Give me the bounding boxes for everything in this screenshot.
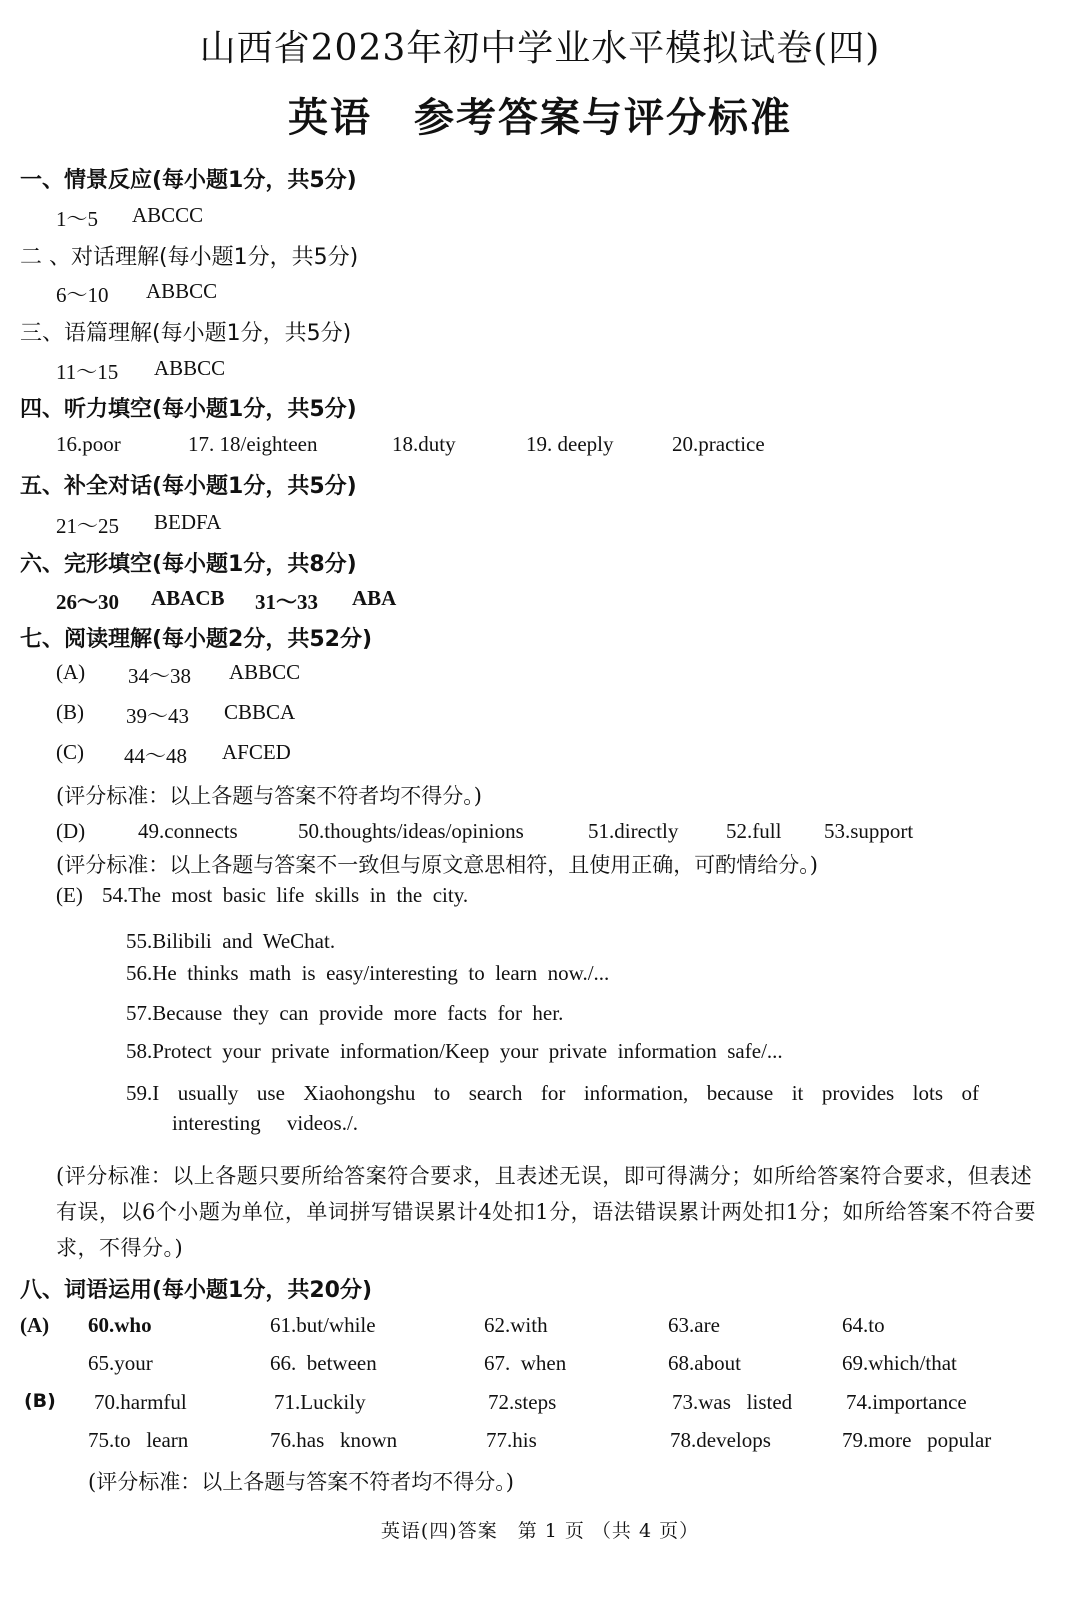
section-3-answers: ABBCC	[154, 356, 226, 380]
reading-b-answers: CBBCA	[224, 700, 296, 724]
section-4-item: 16.poor	[56, 432, 121, 456]
section-6-answers-2: ABA	[352, 586, 397, 610]
section-6-answers-1: ABACB	[151, 586, 225, 610]
reading-d-item: 51.directly	[588, 819, 679, 843]
section-7-heading: 七、阅读理解(每小题2分，共52分)	[20, 627, 373, 652]
section-4-item: 17. 18/eighteen	[188, 432, 318, 456]
reading-e-q59-continued: interesting videos./.	[172, 1111, 359, 1135]
section-2-range: 6～10	[56, 283, 109, 307]
reading-c-range: 44～48	[124, 744, 187, 768]
reading-c-label: (C)	[56, 740, 84, 764]
section-5-range: 21～25	[56, 514, 119, 538]
words-item: 68.about	[668, 1351, 741, 1375]
reading-d-item: 52.full	[726, 819, 782, 843]
reading-e-q57: 57.Because they can provide more facts for her.	[126, 1001, 564, 1025]
section-1-range: 1～5	[56, 207, 98, 231]
reading-e-q54: 54.The most basic life skills in the city.	[102, 883, 469, 907]
reading-b-range: 39～43	[126, 704, 189, 728]
words-note: (评分标准：以上各题与答案不符者均不得分。)	[88, 1470, 514, 1494]
reading-d-item: 53.support	[824, 819, 914, 843]
section-4-item: 19. deeply	[526, 432, 614, 456]
reading-e-q59: 59.I usually use Xiaohongshu to search for information, because it provides lots of	[126, 1081, 980, 1105]
words-b-label: (B)	[24, 1390, 56, 1412]
reading-note-3: (评分标准：以上各题只要所给答案符合要求，且表述无误，即可得满分；如所给答案符合要求，但表述有误，以6个小题为单位，单词拼写错误累计4处扣1分，语法错误累计两处扣1分；如所给答案不符合要求，不得分。)	[56, 1164, 1036, 1260]
page-subtitle: 英语 参考答案与评分标准	[288, 95, 792, 141]
reading-e-q55: 55.Bilibili and WeChat.	[126, 929, 336, 953]
reading-a-answers: ABBCC	[229, 660, 301, 684]
words-item: 79.more popular	[842, 1428, 992, 1452]
words-item: 72.steps	[488, 1390, 557, 1414]
section-2-heading: 二 、对话理解(每小题1分，共5分)	[20, 245, 359, 270]
words-item: 77.his	[486, 1428, 537, 1452]
words-item: 78.develops	[670, 1428, 771, 1452]
section-3-range: 11～15	[56, 360, 119, 384]
words-item: 67. when	[484, 1351, 567, 1375]
words-item: 60.who	[88, 1313, 152, 1337]
section-3-heading: 三、语篇理解(每小题1分，共5分)	[20, 321, 352, 346]
reading-note-2: (评分标准：以上各题与答案不一致但与原文意思相符，且使用正确，可酌情给分。)	[56, 853, 818, 877]
words-item: 71.Luckily	[274, 1390, 366, 1414]
reading-e-q56: 56.He thinks math is easy/interesting to learn now./...	[126, 961, 610, 985]
reading-d-item: 49.connects	[138, 819, 238, 843]
section-5-heading: 五、补全对话(每小题1分，共5分)	[20, 474, 357, 499]
reading-e-q58: 58.Protect your private information/Keep your private information safe/...	[126, 1039, 783, 1063]
reading-c-answers: AFCED	[222, 740, 291, 764]
words-item: 70.harmful	[94, 1390, 187, 1414]
reading-d-label: (D)	[56, 819, 86, 843]
words-item: 63.are	[668, 1313, 720, 1337]
section-6-range-2: 31～33	[255, 590, 318, 614]
section-4-heading: 四、听力填空(每小题1分，共5分)	[20, 397, 357, 422]
section-1-heading: 一、情景反应(每小题1分，共5分)	[20, 168, 357, 193]
words-item: 74.importance	[846, 1390, 967, 1414]
section-6-heading: 六、完形填空(每小题1分，共8分)	[20, 552, 357, 577]
section-1-answers: ABCCC	[132, 203, 204, 227]
reading-note-1: (评分标准：以上各题与答案不符者均不得分。)	[56, 784, 482, 808]
words-item: 62.with	[484, 1313, 548, 1337]
section-2-answers: ABBCC	[146, 279, 218, 303]
section-8-heading: 八、词语运用(每小题1分，共20分)	[20, 1278, 373, 1303]
words-item: 69.which/that	[842, 1351, 957, 1375]
reading-e-label: (E)	[56, 883, 83, 907]
reading-d-item: 50.thoughts/ideas/opinions	[298, 819, 524, 843]
words-item: 61.but/while	[270, 1313, 376, 1337]
section-4-item: 18.duty	[392, 432, 456, 456]
reading-a-label: (A)	[56, 660, 86, 684]
words-item: 64.to	[842, 1313, 885, 1337]
section-4-item: 20.practice	[672, 432, 765, 456]
section-6-range-1: 26～30	[56, 590, 119, 614]
words-item: 75.to learn	[88, 1428, 189, 1452]
section-5-answers: BEDFA	[154, 510, 222, 534]
page-title: 山西省2023年初中学业水平模拟试卷(四)	[199, 28, 881, 69]
words-item: 66. between	[270, 1351, 377, 1375]
words-item: 76.has known	[270, 1428, 398, 1452]
page-footer: 英语(四)答案 第 1 页 （共 4 页）	[380, 1520, 700, 1542]
words-item: 73.was listed	[672, 1390, 793, 1414]
words-item: 65.your	[88, 1351, 153, 1375]
reading-b-label: (B)	[56, 700, 84, 724]
reading-a-range: 34～38	[128, 664, 191, 688]
words-a-label: (A)	[20, 1313, 50, 1337]
